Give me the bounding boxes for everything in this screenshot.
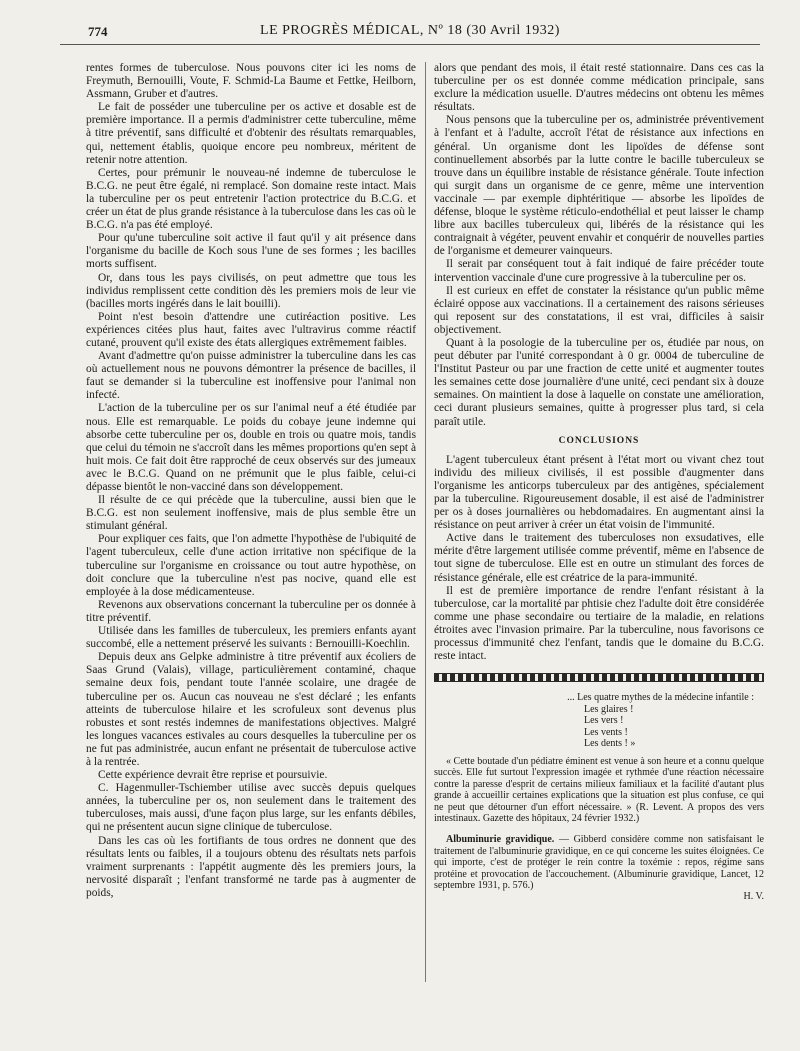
body-paragraph: Depuis deux ans Gelpke administre à titre préventif aux écoliers de Saas Grund (Valais), village, particulièrement contaminé, chaque semaine deux fois, pendant toute l'année scolaire, une dragée de tuberculine per os. Aucun cas nouveau ne s'est déclaré ; les enfants atteints de tuberculose hilaire et les scrofuleux sont devenus plus robustes et sont restés indemnes de manifestations objectives. Malgré les longues vacances estivales au cours desquelles la tuberculine per os ne fut pas administrée, aucun enfant ne présentait de tuberculose active à la rentrée. <box>86 651 416 768</box>
poem-lines <box>584 704 764 750</box>
conclusion-paragraph: Active dans le traitement des tuberculoses non exsudatives, elle mérite d'être largement utilisée comme préventif, même en l'absence de tout signe de tuberculose. Elle est en outre un stimulant des forces de résistance générale, elle est créatrice de la para-immunité. <box>434 532 764 584</box>
ornamental-divider <box>434 673 764 682</box>
page-header <box>60 22 760 45</box>
albuminurie-note <box>434 834 764 891</box>
body-paragraph: Il est curieux en effet de constater la résistance qu'un public même éclairé oppose aux vaccinations. Il a certainement des raisons sérieuses qui reposent sur des constatations, il est vrai, difficiles à saisir objectivement. <box>434 284 764 336</box>
poem-line: Les vers ! <box>584 715 624 727</box>
conclusion-paragraph: Il est de première importance de rendre l'enfant résistant à la tuberculose, car la mortalité par phtisie chez l'adulte doit être considérée comme une phase secondaire ou tertiaire de la maladie, en relations étroites avec l'invasion primaire. Par la tuberculine, nous favorisons ce processus d'immunité chez l'enfant, tandis que le domaine du B.C.G. reste intact. <box>434 584 764 663</box>
column-divider <box>425 62 426 982</box>
body-paragraph: Avant d'admettre qu'on puisse administrer la tuberculine dans les cas où actuellement nous ne pouvons démontrer la présence de bacilles, il faut se demander si la tuberculine est inoffensive pour l'animal non infecté. <box>86 350 416 402</box>
quote-paragraph: « Cette boutade d'un pédiatre éminent est venue à son heure et a connu quelque succès. Elle fut surtout l'expression imagée et rythmée d'une réaction nécessaire contre la paresse d'esprit de certains milieux familiaux et la facilité d'autant plus grande à accueillir certaines explications que la situation est plus confuse, ce qui ne peut que détourner d'un effort nécessaire. » (R. Levent. A propos des vers intestinaux. Gazette des hôpitaux, 24 février 1932.) <box>434 756 764 825</box>
body-paragraph: Certes, pour prémunir le nouveau-né indemne de tuberculose le B.C.G. ne peut être égalé, ni remplacé. Son domaine reste intact. Mais la tuberculine per os peut entretenir l'action protectrice du B.C.G. et créer un état de plus grande résistance à la tuberculose dans les cas où le B.C.G. n'a pas été employé. <box>86 166 416 232</box>
body-paragraph: Nous pensons que la tuberculine per os, administrée préventivement à l'enfant et à l'adulte, accroît l'état de résistance aux infections en général. Un organisme dont les lipoïdes de défense sont continuellement absorbés par la lutte contre le bacille tuberculeux se trouve dans un équilibre instable de résistance générale. Toute infection qui surgit dans un organisme de ce genre, même une intervention vaccinale — par exemple diphtéritique — absorbe les lipoïdes de défense, bloque le système réticulo-endothélial et peut laisser le champ libre aux bacilles tuberculeux qui, libérés de la résistance qui les contraignait à végéter, peuvent envahir et conquérir de nouvelles parties de l'organisme et demeurer vainqueurs. <box>434 114 764 258</box>
body-paragraph: L'action de la tuberculine per os sur l'animal neuf a été étudiée par nous. Elle est remarquable. Le poids du cobaye jeune indemne qui absorbe cette tuberculine per os, double en trois ou quatre mois, tandis que celui du témoin ne s'accroît dans les mêmes proportions qu'en sept à huit mois. Ce fait doit être rapproché de ceux observés sur des jumeaux avec le B.C.G. Quand on ne prémunit que le plus faible, celui-ci dépasse bientôt le non-vacciné dans son développement. <box>86 402 416 493</box>
right-column <box>434 62 764 903</box>
body-paragraph: alors que pendant des mois, il était resté stationnaire. Dans ces cas la tuberculine per os est donnée comme médication principale, sans exclure la médication usuelle. D'autres médecins ont obtenu les mêmes résultats. <box>434 62 764 114</box>
note-text: — Gibberd considère comme non satisfaisant le traitement de l'albuminurie gravidique, en ce qui concerne les suites éloignées. Ce qui importe, c'est de protéger le rein contre la toxémie : repos, régime sans protéine et provocation de l'accouchement. (Albuminurie gravidique, Lancet, 12 septembre 1931, p. 576.) <box>434 834 764 892</box>
body-paragraph: Or, dans tous les pays civilisés, on peut admettre que tous les individus remplissent cette condition dès les premiers mois de leur vie (bacilles morts ingérés dans le lait bouilli). <box>86 271 416 310</box>
page-number: 774 <box>88 24 108 39</box>
body-paragraph: Le fait de posséder une tuberculine per os active et dosable est de première importance. Il a permis d'administrer cette tuberculine, même à titre préventif, sans difficulté et d'obtenir des résultats remarquables, qui, nettement établis, quoique encore peu nombreux, méritent de retenir notre attention. <box>86 101 416 166</box>
author-signature: H. V. <box>743 891 764 903</box>
poem-line: Les glaires ! <box>584 703 634 715</box>
poem-line: Les dents ! » <box>584 738 636 750</box>
body-paragraph: rentes formes de tuberculose. Nous pouvons citer ici les noms de Freymuth, Bernouilli, Voute, F. Schmid-La Baume et Fettke, Heilborn, Assmann, Gruber et d'autres. <box>86 62 416 101</box>
body-paragraph: Pour qu'une tuberculine soit active il faut qu'il y ait présence dans l'organisme du bacille de Koch sous l'une de ses formes ; les bacilles morts suffisent. <box>86 232 416 271</box>
conclusions-heading: CONCLUSIONS <box>558 435 640 446</box>
poem-intro: ... Les quatre mythes de la médecine infantile : <box>567 692 754 704</box>
epigraph-poem <box>434 692 764 750</box>
body-paragraph: Quant à la posologie de la tuberculine per os, étudiée par nous, on peut débuter par l'unité correspondant à 0 gr. 0004 de tuberculine de l'Institut Pasteur ou par une fraction de cette unité et augmenter toutes les semaines cette dose journalière d'une unité, ceci pendant six à douze semaines. On maintient la dose à laquelle on constate une amélioration, ceci durant plusieurs semaines, quitte à progresser plus tard, si cela paraît utile. <box>434 336 764 428</box>
note-title: Albuminurie gravidique. <box>446 834 555 846</box>
body-paragraph: Il résulte de ce qui précède que la tuberculine, aussi bien que le B.C.G. est non seulement inoffensive, mais de plus semble être un stimulant général. <box>86 494 416 533</box>
body-paragraph: Utilisée dans les familles de tuberculeux, les premiers enfants ayant succombé, elle a nettement préservé les suivants : Bernouilli-Koechlin. <box>86 625 416 651</box>
running-head: LE PROGRÈS MÉDICAL, Nº 18 (30 Avril 1932) <box>260 23 560 38</box>
body-paragraph: Revenons aux observations concernant la tuberculine per os donnée à titre préventif. <box>86 598 416 624</box>
body-paragraph: Dans les cas où les fortifiants de tous ordres ne donnent que des résultats lents ou faibles, il a toujours obtenu des résultats nets parfois vraiment surprenants : l'appétit augmente dès les premiers jours, la nervosité disparaît ; l'enfant transformé ne tarde pas à augmenter de poids, <box>86 834 416 899</box>
body-paragraph: Cette expérience devrait être reprise et poursuivie. <box>98 769 328 782</box>
conclusion-paragraph: L'agent tuberculeux étant présent à l'état mort ou vivant chez tout individu des milieux civilisés, il est possible d'augmenter dans l'organisme les anticorps tuberculeux par des antigènes, spécialement par la tuberculine. Rigoureusement dosable, il est aisé de l'administrer per os à doses journalières ou hebdomadaires. En augmentant ainsi la résistance on peut arriver à créer un état voisin de l'immunité. <box>434 453 764 532</box>
body-paragraph: Point n'est besoin d'attendre une cutiréaction positive. Les expériences citées plus haut, faites avec l'ultravirus comme réactif cutané, prouvent qu'il existe des états allergiques extrêmement faibles. <box>86 310 416 349</box>
body-paragraph: C. Hagenmuller-Tschiember utilise avec succès depuis quelques années, la tuberculine per os, non seulement dans le traitement des tuberculoses, mais aussi, d'une façon plus large, sur les enfants débiles, qui ne présentent aucun signe clinique de tuberculose. <box>86 782 416 834</box>
body-paragraph: Pour expliquer ces faits, que l'on admette l'hypothèse de l'ubiquité de l'agent tuberculeux, celle d'une action irritative non spécifique de la tuberculine sur l'organisme en croissance ou tout autre hypothèse, on doit conclure que la tuberculine n'est pas nocive, quand elle est employée à la dose médicamenteuse. <box>86 533 416 598</box>
poem-line: Les vents ! <box>584 726 628 738</box>
body-paragraph: Il serait par conséquent tout à fait indiqué de faire précéder toute intervention vaccinale d'une cure progressive à la tuberculine per os. <box>434 258 764 284</box>
left-column <box>86 62 416 900</box>
